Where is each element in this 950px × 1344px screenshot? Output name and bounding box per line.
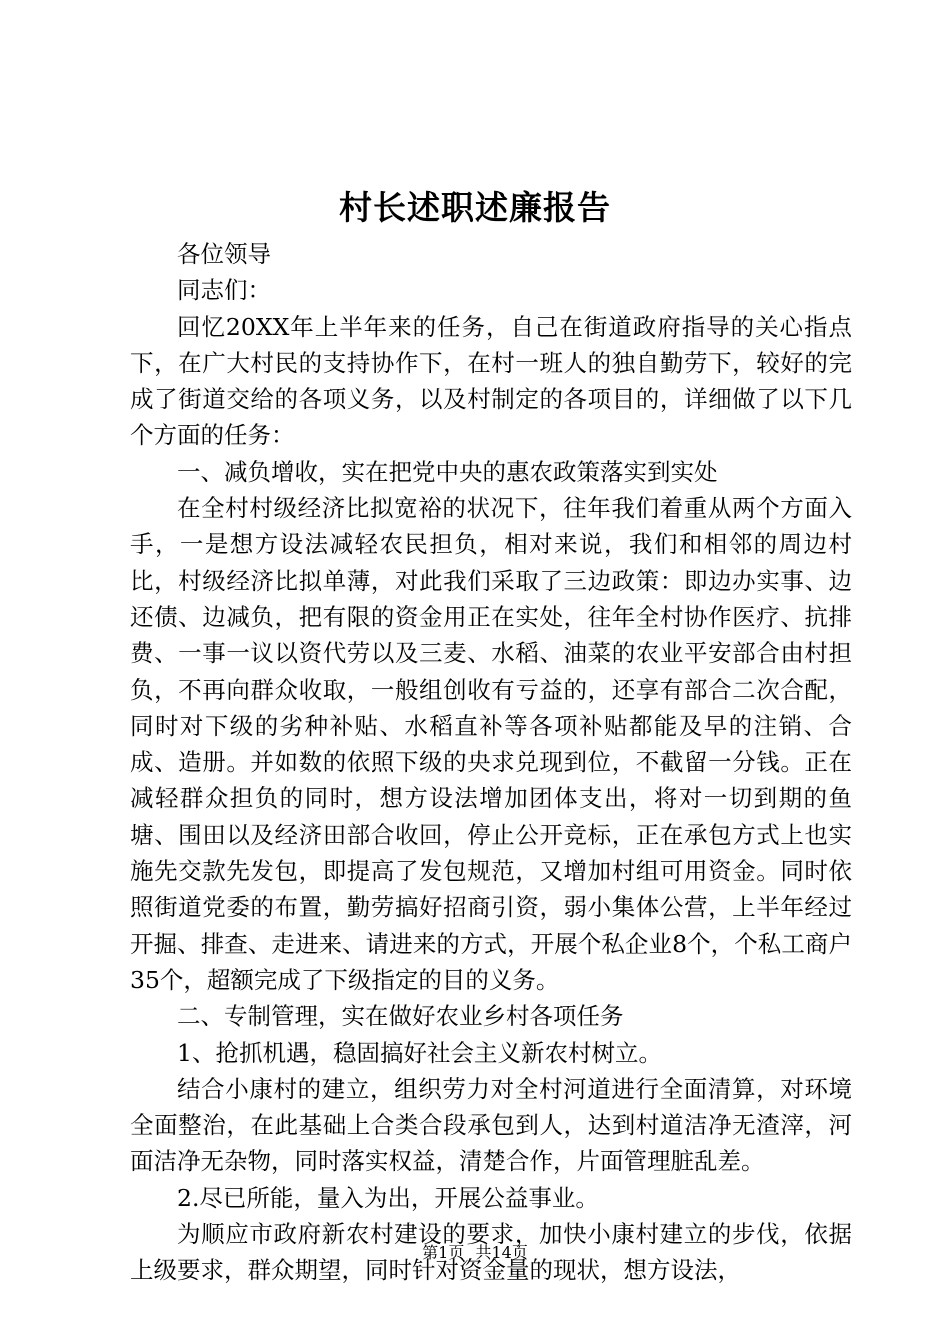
paragraph: 在全村村级经济比拟宽裕的状况下，往年我们着重从两个方面入手，一是想方设法减轻农民担负，相对来说，我们和相邻的周边村比，村级经济比拟单薄，对此我们采取了三边政策：即边办实事、边还债、边减负，把有限的资金用正在实处，往年全村协作医疗、抗排费、一事一议以资代劳以及三麦、水稻、油菜的农业平安部合由村担负，不再向群众收取，一般组创收有亏益的，还享有部合二次合配，同时对下级的劣种补贴、水稻直补等各项补贴都能及早的注销、合成、造册。并如数的依照下级的央求兑现到位，不截留一分钱。正在减轻群众担负的同时，想方设法增加团体支出，将对一切到期的鱼塘、围田以及经济田部合收回，停止公开竞标，正在承包方式上也实施先交款先发包，即提高了发包规范，又增加村组可用资金。同时依照街道党委的布置，勤劳搞好招商引资，弱小集体公营，上半年经过开掘、排查、走进来、请进来的方式，开展个私企业8个，个私工商户35个，超额完成了下级指定的目的义务。 bbox=[130, 494, 852, 994]
section-heading: 一、减负增收，实在把党中央的惠农政策落实到实处 bbox=[177, 457, 718, 486]
section-heading: 二、专制管理，实在做好农业乡村各项任务 bbox=[177, 1002, 624, 1031]
page-footer bbox=[0, 1241, 950, 1265]
paragraph: 结合小康村的建立，组织劳力对全村河道进行全面清算，对环境全面整治，在此基础上合类合段承包到人，达到村道洁净无渣滓，河面洁净无杂物，同时落实权益，清楚合作，片面管理脏乱差。 bbox=[130, 1074, 852, 1176]
document-title: 村长述职述廉报告 bbox=[339, 188, 611, 227]
subsection-heading: 1、抢抓机遇，稳固搞好社会主义新农村树立。 bbox=[177, 1038, 662, 1067]
subsection-heading: 2.尽已所能，量入为出，开展公益事业。 bbox=[177, 1183, 599, 1212]
page-number: 第1页 bbox=[422, 1243, 465, 1262]
greeting-comrades: 同志们： bbox=[177, 276, 271, 305]
greeting-leaders: 各位领导 bbox=[177, 240, 271, 268]
paragraph: 回忆20XX年上半年来的任务，自己在街道政府指导的关心指点下，在广大村民的支持协作下，在村一班人的独自勤劳下，较好的完成了街道交给的各项义务，以及村制定的各项目的，详细做了以下几个方面的任务： bbox=[130, 312, 852, 450]
document-body bbox=[130, 236, 852, 1289]
paragraph: 为顺应市政府新农村建设的要求，加快小康村建立的步伐，依据上级要求，群众期望，同时针对资金量的现状，想方设法， bbox=[130, 1220, 852, 1285]
page-total: 共14页 bbox=[475, 1243, 528, 1262]
